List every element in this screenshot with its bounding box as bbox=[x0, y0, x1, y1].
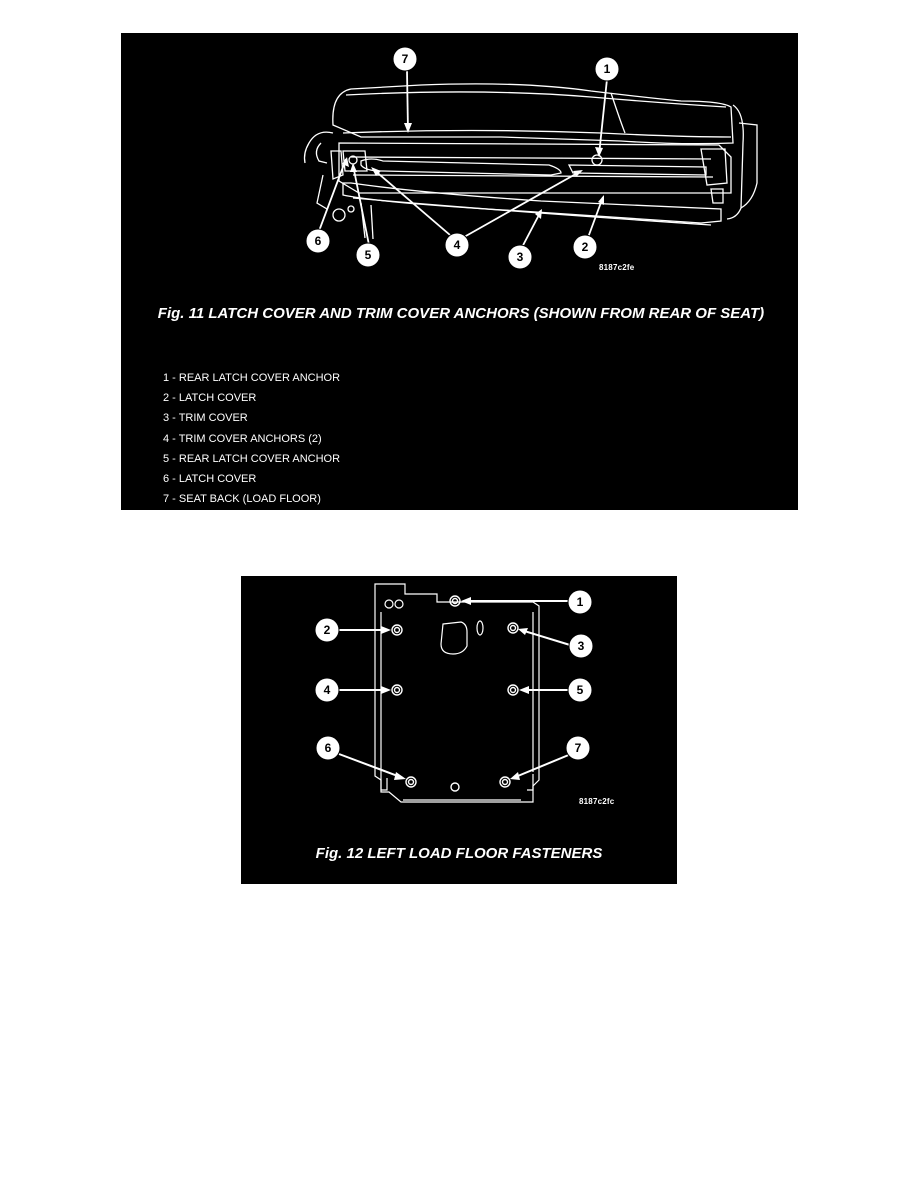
callout-2: 2 bbox=[581, 240, 589, 254]
legend-item: 1 - REAR LATCH COVER ANCHOR bbox=[163, 372, 341, 384]
callout-6: 6 bbox=[314, 234, 322, 248]
callout-1: 1 bbox=[576, 595, 584, 609]
figure-12 bbox=[241, 576, 677, 884]
callout-4: 4 bbox=[323, 683, 331, 697]
legend-item: 2 - LATCH COVER bbox=[163, 392, 257, 405]
callout-2: 2 bbox=[323, 623, 331, 637]
legend-item: 7 - SEAT BACK (LOAD FLOOR) bbox=[163, 493, 321, 506]
legend-item: 4 - TRIM COVER ANCHORS (2) bbox=[163, 432, 322, 445]
figure-11-legend bbox=[163, 368, 340, 509]
seat-latch-illustration bbox=[121, 33, 798, 293]
callout-5: 5 bbox=[576, 683, 584, 697]
callout-4: 4 bbox=[453, 238, 461, 252]
callout-7: 7 bbox=[401, 52, 409, 66]
image-code: 8187c2fc bbox=[579, 797, 615, 806]
callout-6: 6 bbox=[324, 741, 332, 755]
legend-item: 6 - LATCH COVER bbox=[163, 472, 257, 485]
callout-5: 5 bbox=[364, 248, 372, 262]
figure-11 bbox=[121, 33, 798, 510]
figure-11-caption: Fig. 11 LATCH COVER AND TRIM COVER ANCHORS (SHOWN FROM REAR OF SEAT) bbox=[157, 305, 765, 322]
callout-3: 3 bbox=[577, 639, 585, 653]
load-floor-illustration bbox=[241, 576, 677, 826]
image-code: 8187c2fe bbox=[599, 263, 635, 272]
callout-3: 3 bbox=[516, 250, 524, 264]
callout-1: 1 bbox=[603, 62, 611, 76]
callout-7: 7 bbox=[574, 741, 582, 755]
legend-item: 5 - REAR LATCH COVER ANCHOR bbox=[163, 452, 341, 465]
legend-item: 3 - TRIM COVER bbox=[163, 412, 248, 425]
figure-12-caption: Fig. 12 LEFT LOAD FLOOR FASTENERS bbox=[315, 845, 603, 862]
